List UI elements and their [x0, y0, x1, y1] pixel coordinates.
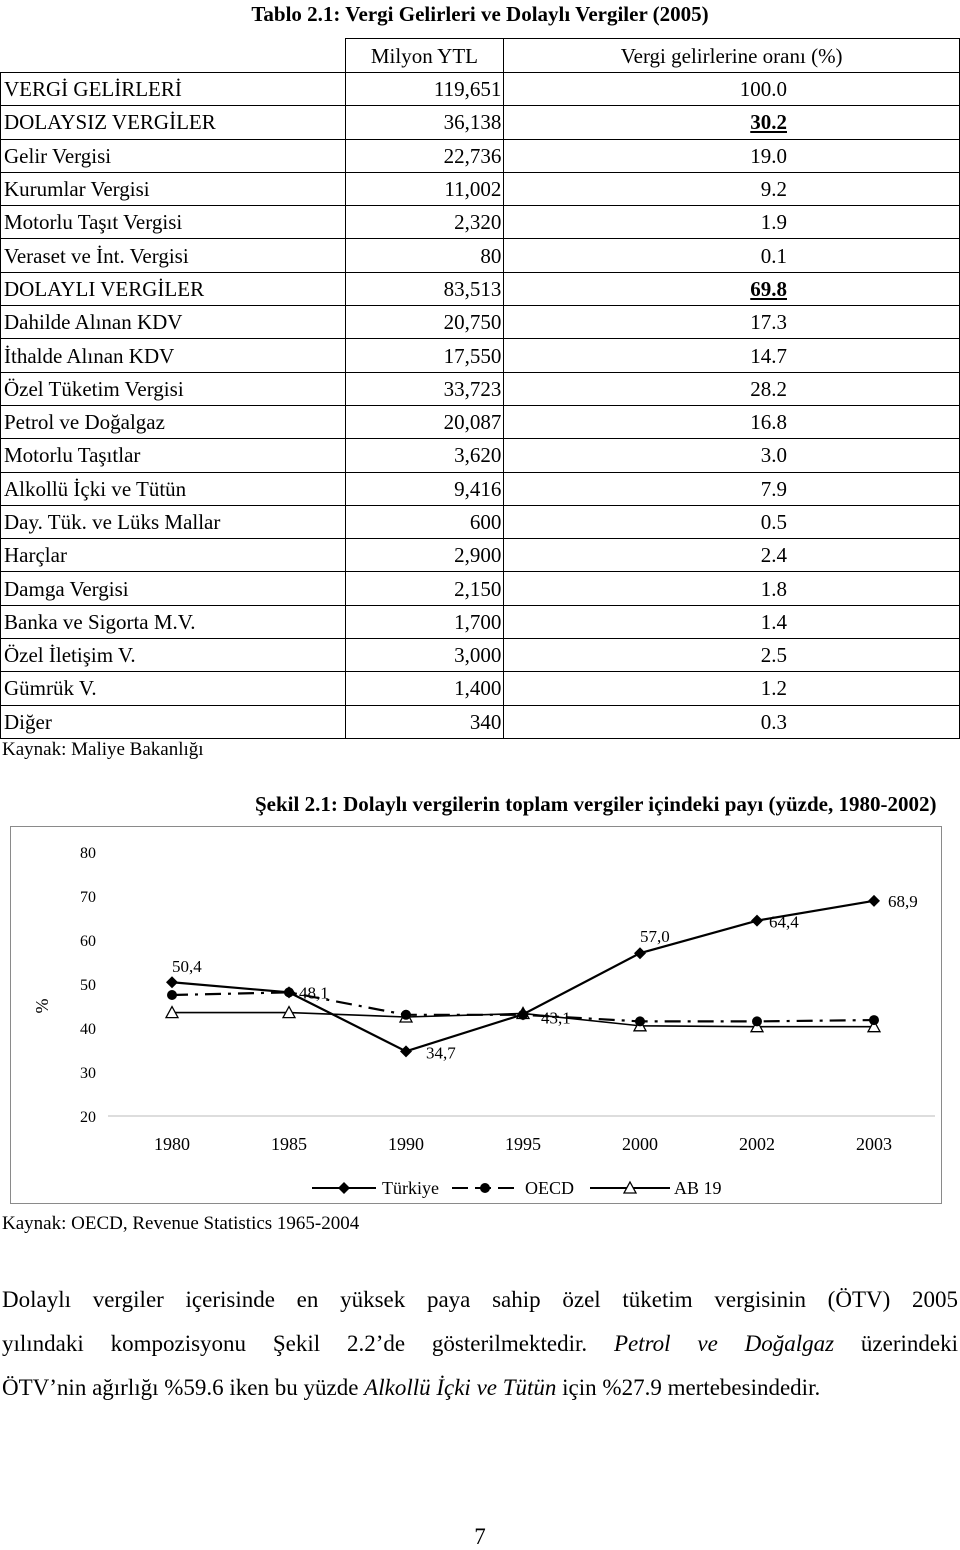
row-label: VERGİ GELİRLERİ [1, 73, 346, 106]
data-point-oecd [635, 1016, 645, 1026]
paragraph-line: Dolaylı vergiler içerisinde en yüksek paya sahip özel tüketim vergisinin (ÖTV) 2005 [2, 1287, 958, 1312]
row-label: Petrol ve Doğalgaz [1, 405, 346, 438]
y-tick-label: 40 [80, 1021, 96, 1038]
row-label: İthalde Alınan KDV [1, 339, 346, 372]
row-value: 340 [345, 705, 504, 738]
text-run: üzerindeki [834, 1331, 958, 1356]
row-label: Motorlu Taşıt Vergisi [1, 206, 346, 239]
legend-marker-oecd [480, 1183, 490, 1193]
row-share: 9.2 [504, 172, 960, 205]
row-value: 17,550 [345, 339, 504, 372]
italic-text-run: Alkollü İçki ve Tütün [364, 1375, 557, 1400]
y-axis-label: % [32, 998, 52, 1014]
row-label: Gümrük V. [1, 672, 346, 705]
row-value: 83,513 [345, 272, 504, 305]
x-tick-label: 1985 [271, 1134, 307, 1154]
legend-label: Türkiye [382, 1178, 439, 1198]
text-run: ÖTV’nin ağırlığı %59.6 iken bu yüzde [2, 1375, 365, 1400]
data-point-oecd [752, 1016, 762, 1026]
data-point-turkiye [751, 915, 763, 927]
data-label: 64,4 [769, 912, 799, 932]
data-label: 34,7 [426, 1043, 456, 1063]
y-tick-label: 50 [80, 977, 96, 994]
row-value: 20,750 [345, 306, 504, 339]
data-point-oecd [167, 990, 177, 1000]
row-label: Özel İletişim V. [1, 639, 346, 672]
row-value: 119,651 [345, 73, 504, 106]
page-number: 7 [474, 1524, 486, 1549]
x-tick-label: 2002 [739, 1134, 775, 1154]
table-title: Tablo 2.1: Vergi Gelirleri ve Dolaylı Vergiler (2005) [251, 2, 709, 26]
row-share: 69.8 [750, 276, 787, 301]
row-label: DOLAYLI VERGİLER [1, 272, 346, 305]
data-label: 50,4 [172, 957, 202, 977]
row-share: 16.8 [504, 405, 960, 438]
paragraph-line [2, 1366, 958, 1410]
x-tick-label: 1995 [505, 1134, 541, 1154]
legend-label: OECD [525, 1178, 574, 1198]
paragraph-line [2, 1322, 958, 1366]
data-point-oecd [869, 1015, 879, 1025]
row-share: 30.2 [750, 110, 787, 135]
row-label: Day. Tük. ve Lüks Mallar [1, 505, 346, 538]
row-label: Dahilde Alınan KDV [1, 306, 346, 339]
data-point-turkiye [283, 986, 295, 998]
y-tick-label: 30 [80, 1065, 96, 1082]
table-source: Kaynak: Maliye Bakanlığı [2, 739, 204, 760]
row-label: Damga Vergisi [1, 572, 346, 605]
row-share: 1.2 [504, 672, 960, 705]
row-value: 1,700 [345, 605, 504, 638]
data-label: 43,1 [541, 1008, 571, 1028]
row-label: Motorlu Taşıtlar [1, 439, 346, 472]
row-share: 100.0 [504, 73, 960, 106]
row-share: 0.3 [504, 705, 960, 738]
legend-marker-turkiye [338, 1182, 350, 1194]
figure-title: Şekil 2.1: Dolaylı vergilerin toplam vergiler içindeki payı (yüzde, 1980-2002) [255, 792, 937, 816]
row-share: 1.8 [504, 572, 960, 605]
row-label: Alkollü İçki ve Tütün [1, 472, 346, 505]
row-value: 2,320 [345, 206, 504, 239]
body-paragraph [2, 1278, 958, 1410]
text-run: için %27.9 mertebesindedir. [556, 1375, 821, 1400]
row-share: 1.4 [504, 605, 960, 638]
row-value: 22,736 [345, 139, 504, 172]
row-share: 0.1 [504, 239, 960, 272]
row-label: Veraset ve İnt. Vergisi [1, 239, 346, 272]
data-point-oecd [401, 1010, 411, 1020]
data-point-turkiye [166, 976, 178, 988]
legend-label: AB 19 [674, 1178, 722, 1198]
row-label: Kurumlar Vergisi [1, 172, 346, 205]
row-value: 1,400 [345, 672, 504, 705]
row-value: 9,416 [345, 472, 504, 505]
row-value: 3,000 [345, 639, 504, 672]
row-share: 7.9 [504, 472, 960, 505]
row-share: 0.5 [504, 505, 960, 538]
row-share: 17.3 [504, 306, 960, 339]
column-header-share: Vergi gelirlerine oranı (%) [504, 39, 960, 73]
y-tick-label: 60 [80, 933, 96, 950]
row-value: 80 [345, 239, 504, 272]
data-point-turkiye [868, 895, 880, 907]
y-tick-label: 20 [80, 1109, 96, 1126]
row-value: 3,620 [345, 439, 504, 472]
x-tick-label: 2000 [622, 1134, 658, 1154]
row-share: 3.0 [504, 439, 960, 472]
row-share: 1.9 [504, 206, 960, 239]
italic-text-run: Petrol ve Doğalgaz [613, 1331, 835, 1356]
row-value: 600 [345, 505, 504, 538]
row-value: 36,138 [345, 106, 504, 139]
row-share: 14.7 [504, 339, 960, 372]
row-value: 20,087 [345, 405, 504, 438]
data-point-turkiye [634, 947, 646, 959]
x-tick-label: 1990 [388, 1134, 424, 1154]
row-label: Gelir Vergisi [1, 139, 346, 172]
data-point-turkiye [400, 1045, 412, 1057]
row-label: Özel Tüketim Vergisi [1, 372, 346, 405]
row-value: 2,150 [345, 572, 504, 605]
x-tick-label: 2003 [856, 1134, 892, 1154]
figure-source: Kaynak: OECD, Revenue Statistics 1965-2004 [2, 1213, 360, 1234]
x-tick-label: 1980 [154, 1134, 190, 1154]
text-run: yılındaki kompozisyonu Şekil 2.2’de gösterilmektedir. [2, 1331, 614, 1356]
row-share: 28.2 [504, 372, 960, 405]
y-tick-label: 70 [80, 889, 96, 906]
data-label: 68,9 [888, 891, 918, 911]
row-label: Banka ve Sigorta M.V. [1, 605, 346, 638]
row-share: 2.4 [504, 539, 960, 572]
row-value: 33,723 [345, 372, 504, 405]
y-tick-label: 80 [80, 845, 96, 862]
row-label: Harçlar [1, 539, 346, 572]
column-header-million-ytl: Milyon YTL [345, 39, 504, 73]
data-label: 48,1 [299, 983, 329, 1003]
row-share: 19.0 [504, 139, 960, 172]
row-label: Diğer [1, 705, 346, 738]
row-label: DOLAYSIZ VERGİLER [1, 106, 346, 139]
row-value: 11,002 [345, 172, 504, 205]
row-share: 2.5 [504, 639, 960, 672]
data-label: 57,0 [640, 927, 670, 947]
row-value: 2,900 [345, 539, 504, 572]
